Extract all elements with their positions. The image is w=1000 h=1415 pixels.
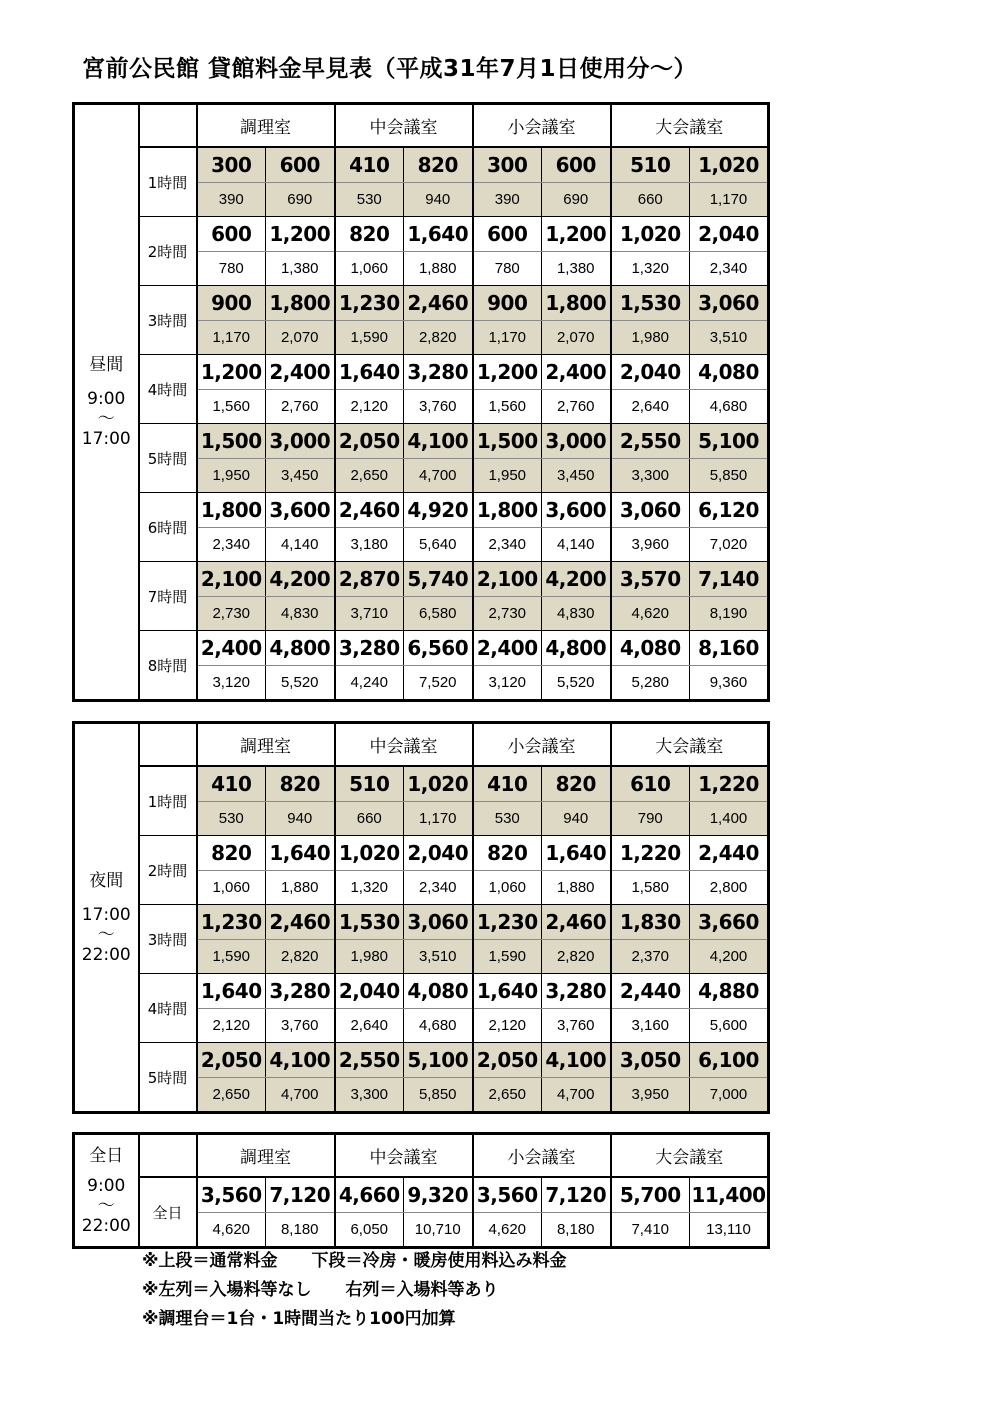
fee-lower: 7,410: [611, 1213, 690, 1248]
room-header: 中会議室: [335, 723, 473, 767]
fee-upper: 1,020: [335, 836, 404, 871]
hours-label: 全日: [139, 1177, 197, 1248]
fee-lower: 2,820: [542, 940, 611, 974]
fee-lower: 3,300: [335, 1078, 404, 1113]
page-title: 宮前公民館 貸館料金早見表（平成31年7月1日使用分〜）: [82, 56, 698, 82]
room-header: 大会議室: [611, 104, 769, 148]
fee-row-upper: [74, 286, 769, 321]
fee-lower: 1,320: [611, 252, 690, 286]
fee-upper: 2,460: [542, 905, 611, 940]
fee-lower: 1,170: [473, 321, 542, 355]
period-label: 昼間: [89, 355, 124, 375]
fee-lower: 7,020: [690, 528, 769, 562]
fee-upper: 2,400: [266, 355, 335, 390]
fee-lower: 7,520: [404, 666, 473, 701]
fee-upper: 820: [404, 147, 473, 183]
hours-label: 2時間: [139, 217, 197, 286]
fee-upper: 3,560: [197, 1177, 266, 1213]
fee-upper: 2,460: [404, 286, 473, 321]
fee-upper: 1,800: [542, 286, 611, 321]
room-header-row: [74, 723, 769, 767]
fee-upper: 3,600: [266, 493, 335, 528]
fee-upper: 1,200: [542, 217, 611, 252]
fee-lower: 1,590: [197, 940, 266, 974]
fee-lower: 5,640: [404, 528, 473, 562]
fee-upper: 3,000: [266, 424, 335, 459]
fee-lower: 3,450: [542, 459, 611, 493]
fee-lower: 10,710: [404, 1213, 473, 1248]
fee-row-upper: [74, 1177, 769, 1213]
fee-upper: 9,320: [404, 1177, 473, 1213]
fee-lower: 2,120: [197, 1009, 266, 1043]
fee-lower: 2,650: [197, 1078, 266, 1113]
fee-lower: 4,200: [690, 940, 769, 974]
fee-upper: 2,870: [335, 562, 404, 597]
fee-lower: 1,590: [473, 940, 542, 974]
fee-upper: 2,400: [542, 355, 611, 390]
fee-lower: 2,730: [473, 597, 542, 631]
fee-upper: 4,800: [266, 631, 335, 666]
fee-upper: 1,640: [266, 836, 335, 871]
fee-upper: 2,100: [197, 562, 266, 597]
fee-upper: 2,040: [611, 355, 690, 390]
fee-upper: 3,280: [542, 974, 611, 1009]
hours-label: 6時間: [139, 493, 197, 562]
hours-label: 5時間: [139, 424, 197, 493]
fee-lower: 2,070: [266, 321, 335, 355]
fee-lower: 3,760: [404, 390, 473, 424]
fee-upper: 600: [473, 217, 542, 252]
fee-lower: 9,360: [690, 666, 769, 701]
fee-lower: 4,700: [404, 459, 473, 493]
fee-upper: 4,080: [690, 355, 769, 390]
fee-lower: 1,560: [197, 390, 266, 424]
fee-upper: 4,100: [542, 1043, 611, 1078]
fee-lower: 1,170: [690, 183, 769, 217]
fee-upper: 4,880: [690, 974, 769, 1009]
fee-lower: 4,830: [542, 597, 611, 631]
time-tilde: 〜: [97, 409, 115, 429]
fee-upper: 3,560: [473, 1177, 542, 1213]
fee-upper: 4,080: [404, 974, 473, 1009]
fee-upper: 410: [473, 766, 542, 802]
fee-upper: 5,100: [404, 1043, 473, 1078]
fee-row-upper: [74, 631, 769, 666]
fee-lower: 1,590: [335, 321, 404, 355]
fee-upper: 4,200: [542, 562, 611, 597]
fee-lower: 2,120: [335, 390, 404, 424]
fee-lower: 13,110: [690, 1213, 769, 1248]
fee-upper: 510: [611, 147, 690, 183]
fee-upper: 1,640: [473, 974, 542, 1009]
header-blank: [139, 104, 197, 148]
fee-upper: 820: [335, 217, 404, 252]
fee-lower: 2,650: [473, 1078, 542, 1113]
fee-lower: 6,050: [335, 1213, 404, 1248]
fee-lower: 3,120: [197, 666, 266, 701]
allday-table: [72, 1132, 770, 1249]
fee-lower: 2,640: [335, 1009, 404, 1043]
fee-lower: 1,950: [473, 459, 542, 493]
period-cell: [74, 723, 139, 1113]
fee-upper: 3,600: [542, 493, 611, 528]
fee-upper: 610: [611, 766, 690, 802]
fee-upper: 2,440: [690, 836, 769, 871]
fee-lower: 5,850: [404, 1078, 473, 1113]
fee-upper: 2,550: [335, 1043, 404, 1078]
fee-lower: 1,380: [266, 252, 335, 286]
fee-upper: 820: [266, 766, 335, 802]
period-label: 全日: [89, 1145, 124, 1166]
fee-lower: 8,180: [542, 1213, 611, 1248]
note-1: ※上段＝通常料金 下段＝冷房・暖房使用料込み料金: [142, 1251, 567, 1271]
fee-upper: 2,440: [611, 974, 690, 1009]
fee-upper: 1,640: [542, 836, 611, 871]
hours-label: 3時間: [139, 286, 197, 355]
time-to: 17:00: [81, 429, 131, 449]
fee-lower: 1,880: [542, 871, 611, 905]
room-header: 中会議室: [335, 1134, 473, 1178]
fee-upper: 3,060: [611, 493, 690, 528]
fee-upper: 600: [197, 217, 266, 252]
fee-lower: 5,520: [542, 666, 611, 701]
fee-upper: 2,400: [197, 631, 266, 666]
fee-upper: 2,050: [473, 1043, 542, 1078]
fee-lower: 3,180: [335, 528, 404, 562]
fee-lower: 3,760: [266, 1009, 335, 1043]
fee-lower: 1,580: [611, 871, 690, 905]
fee-lower: 780: [197, 252, 266, 286]
fee-lower: 660: [335, 802, 404, 836]
hours-label: 3時間: [139, 905, 197, 974]
fee-upper: 1,530: [611, 286, 690, 321]
fee-lower: 2,730: [197, 597, 266, 631]
fee-upper: 2,100: [473, 562, 542, 597]
fee-lower: 1,980: [335, 940, 404, 974]
fee-upper: 1,220: [690, 766, 769, 802]
fee-lower: 2,760: [542, 390, 611, 424]
room-header-row: [74, 1134, 769, 1178]
fee-row-upper: [74, 493, 769, 528]
fee-lower: 1,060: [197, 871, 266, 905]
fee-lower: 3,950: [611, 1078, 690, 1113]
time-to: 22:00: [81, 1215, 131, 1236]
fee-upper: 5,100: [690, 424, 769, 459]
fee-lower: 2,340: [473, 528, 542, 562]
fee-lower: 2,640: [611, 390, 690, 424]
fee-upper: 1,640: [335, 355, 404, 390]
fee-upper: 1,500: [197, 424, 266, 459]
note-2: ※左列＝入場料等なし 右列＝入場料等あり: [142, 1280, 499, 1300]
fee-lower: 3,710: [335, 597, 404, 631]
fee-lower: 2,340: [404, 871, 473, 905]
fee-lower: 4,140: [266, 528, 335, 562]
fee-row-upper: [74, 974, 769, 1009]
fee-lower: 530: [473, 802, 542, 836]
fee-upper: 900: [197, 286, 266, 321]
fee-upper: 300: [473, 147, 542, 183]
fee-lower: 2,070: [542, 321, 611, 355]
fee-lower: 4,140: [542, 528, 611, 562]
fee-upper: 7,140: [690, 562, 769, 597]
room-header: 調理室: [197, 723, 335, 767]
fee-lower: 4,680: [690, 390, 769, 424]
room-header: 小会議室: [473, 1134, 611, 1178]
fee-upper: 820: [197, 836, 266, 871]
fee-lower: 3,510: [690, 321, 769, 355]
fee-lower: 940: [542, 802, 611, 836]
time-tilde: 〜: [97, 924, 115, 945]
fee-lower: 5,850: [690, 459, 769, 493]
evening-table: [72, 721, 770, 1114]
fee-upper: 1,220: [611, 836, 690, 871]
fee-upper: 3,660: [690, 905, 769, 940]
fee-lower: 3,960: [611, 528, 690, 562]
time-from: 9:00: [87, 389, 126, 409]
fee-upper: 410: [197, 766, 266, 802]
fee-upper: 3,280: [266, 974, 335, 1009]
fee-lower: 1,980: [611, 321, 690, 355]
header-blank: [139, 723, 197, 767]
fee-lower: 1,880: [266, 871, 335, 905]
time-tilde: 〜: [97, 1195, 115, 1216]
time-from: 17:00: [81, 904, 131, 925]
hours-label: 4時間: [139, 355, 197, 424]
fee-lower: 4,240: [335, 666, 404, 701]
fee-upper: 1,200: [473, 355, 542, 390]
fee-lower: 1,060: [335, 252, 404, 286]
fee-upper: 7,120: [266, 1177, 335, 1213]
fee-upper: 4,100: [266, 1043, 335, 1078]
fee-row-upper: [74, 766, 769, 802]
fee-upper: 2,460: [266, 905, 335, 940]
fee-row-upper: [74, 147, 769, 183]
fee-lower: 2,820: [404, 321, 473, 355]
fee-upper: 6,560: [404, 631, 473, 666]
fee-upper: 900: [473, 286, 542, 321]
hours-label: 5時間: [139, 1043, 197, 1113]
fee-lower: 4,700: [542, 1078, 611, 1113]
fee-lower: 390: [473, 183, 542, 217]
fee-lower: 4,620: [473, 1213, 542, 1248]
fee-upper: 4,920: [404, 493, 473, 528]
fee-upper: 300: [197, 147, 266, 183]
fee-lower: 1,400: [690, 802, 769, 836]
fee-lower: 4,680: [404, 1009, 473, 1043]
fee-lower: 2,760: [266, 390, 335, 424]
fee-upper: 8,160: [690, 631, 769, 666]
fee-upper: 6,120: [690, 493, 769, 528]
hours-label: 7時間: [139, 562, 197, 631]
fee-row-upper: [74, 905, 769, 940]
time-to: 22:00: [81, 944, 131, 965]
time-from: 9:00: [87, 1175, 126, 1196]
fee-lower: 690: [266, 183, 335, 217]
fee-upper: 2,040: [335, 974, 404, 1009]
fee-upper: 1,020: [611, 217, 690, 252]
fee-lower: 530: [197, 802, 266, 836]
fee-lower: 780: [473, 252, 542, 286]
fee-lower: 2,120: [473, 1009, 542, 1043]
fee-row-upper: [74, 355, 769, 390]
room-header-row: [74, 104, 769, 148]
fee-upper: 1,800: [266, 286, 335, 321]
fee-upper: 2,040: [690, 217, 769, 252]
fee-row-upper: [74, 424, 769, 459]
fee-row-upper: [74, 836, 769, 871]
room-header: 調理室: [197, 104, 335, 148]
period-cell: [74, 1134, 139, 1248]
fee-upper: 1,230: [197, 905, 266, 940]
fee-upper: 3,000: [542, 424, 611, 459]
fee-upper: 4,100: [404, 424, 473, 459]
fee-row-upper: [74, 1043, 769, 1078]
fee-upper: 600: [542, 147, 611, 183]
note-3: ※調理台＝1台・1時間当たり100円加算: [142, 1309, 456, 1329]
fee-upper: 1,500: [473, 424, 542, 459]
fee-upper: 1,800: [473, 493, 542, 528]
fee-upper: 2,050: [335, 424, 404, 459]
fee-upper: 2,040: [404, 836, 473, 871]
fee-upper: 600: [266, 147, 335, 183]
hours-label: 1時間: [139, 766, 197, 836]
fee-upper: 1,020: [404, 766, 473, 802]
fee-upper: 1,640: [404, 217, 473, 252]
fee-lower: 5,280: [611, 666, 690, 701]
fee-lower: 2,800: [690, 871, 769, 905]
room-header: 調理室: [197, 1134, 335, 1178]
fee-lower: 940: [404, 183, 473, 217]
fee-lower: 3,120: [473, 666, 542, 701]
period-cell: [74, 104, 139, 701]
fee-lower: 1,170: [197, 321, 266, 355]
fee-lower: 1,560: [473, 390, 542, 424]
fee-upper: 1,020: [690, 147, 769, 183]
fee-lower: 8,180: [266, 1213, 335, 1248]
hours-label: 1時間: [139, 147, 197, 217]
notes: [142, 1247, 567, 1334]
fee-lower: 6,580: [404, 597, 473, 631]
fee-row-upper: [74, 562, 769, 597]
fee-upper: 11,400: [690, 1177, 769, 1213]
fee-lower: 3,510: [404, 940, 473, 974]
room-header: 大会議室: [611, 1134, 769, 1178]
fee-upper: 3,280: [335, 631, 404, 666]
fee-upper: 4,800: [542, 631, 611, 666]
fee-lower: 2,340: [197, 528, 266, 562]
fee-upper: 4,660: [335, 1177, 404, 1213]
daytime-table: [72, 102, 770, 702]
fee-lower: 390: [197, 183, 266, 217]
fee-lower: 5,520: [266, 666, 335, 701]
fee-upper: 2,400: [473, 631, 542, 666]
hours-label: 2時間: [139, 836, 197, 905]
fee-lower: 3,450: [266, 459, 335, 493]
fee-upper: 1,200: [197, 355, 266, 390]
hours-label: 8時間: [139, 631, 197, 701]
fee-upper: 1,800: [197, 493, 266, 528]
fee-lower: 3,160: [611, 1009, 690, 1043]
fee-upper: 2,050: [197, 1043, 266, 1078]
fee-upper: 2,550: [611, 424, 690, 459]
fee-upper: 1,830: [611, 905, 690, 940]
fee-upper: 1,230: [473, 905, 542, 940]
fee-lower: 1,170: [404, 802, 473, 836]
header-blank: [139, 1134, 197, 1178]
fee-upper: 4,200: [266, 562, 335, 597]
fee-lower: 4,620: [197, 1213, 266, 1248]
fee-upper: 820: [542, 766, 611, 802]
fee-upper: 510: [335, 766, 404, 802]
fee-upper: 1,200: [266, 217, 335, 252]
fee-upper: 7,120: [542, 1177, 611, 1213]
fee-lower: 660: [611, 183, 690, 217]
fee-lower: 7,000: [690, 1078, 769, 1113]
fee-lower: 1,320: [335, 871, 404, 905]
fee-lower: 8,190: [690, 597, 769, 631]
room-header: 小会議室: [473, 104, 611, 148]
hours-label: 4時間: [139, 974, 197, 1043]
fee-upper: 5,700: [611, 1177, 690, 1213]
fee-upper: 5,740: [404, 562, 473, 597]
fee-upper: 3,060: [690, 286, 769, 321]
period-label: 夜間: [89, 870, 124, 891]
fee-lower: 2,650: [335, 459, 404, 493]
fee-lower: 2,370: [611, 940, 690, 974]
fee-upper: 3,570: [611, 562, 690, 597]
fee-lower: 790: [611, 802, 690, 836]
fee-lower: 4,620: [611, 597, 690, 631]
fee-lower: 4,700: [266, 1078, 335, 1113]
fee-lower: 940: [266, 802, 335, 836]
fee-row-upper: [74, 217, 769, 252]
fee-lower: 2,820: [266, 940, 335, 974]
fee-upper: 6,100: [690, 1043, 769, 1078]
fee-upper: 1,640: [197, 974, 266, 1009]
fee-upper: 2,460: [335, 493, 404, 528]
room-header: 中会議室: [335, 104, 473, 148]
fee-upper: 3,280: [404, 355, 473, 390]
fee-lower: 4,830: [266, 597, 335, 631]
fee-upper: 820: [473, 836, 542, 871]
fee-upper: 3,050: [611, 1043, 690, 1078]
fee-lower: 1,950: [197, 459, 266, 493]
fee-upper: 3,060: [404, 905, 473, 940]
fee-lower: 1,880: [404, 252, 473, 286]
fee-lower: 5,600: [690, 1009, 769, 1043]
fee-lower: 3,760: [542, 1009, 611, 1043]
fee-lower: 2,340: [690, 252, 769, 286]
fee-upper: 4,080: [611, 631, 690, 666]
fee-lower: 1,380: [542, 252, 611, 286]
fee-lower: 690: [542, 183, 611, 217]
room-header: 大会議室: [611, 723, 769, 767]
fee-upper: 410: [335, 147, 404, 183]
fee-lower: 530: [335, 183, 404, 217]
fee-lower: 1,060: [473, 871, 542, 905]
fee-lower: 3,300: [611, 459, 690, 493]
fee-upper: 1,230: [335, 286, 404, 321]
room-header: 小会議室: [473, 723, 611, 767]
fee-upper: 1,530: [335, 905, 404, 940]
